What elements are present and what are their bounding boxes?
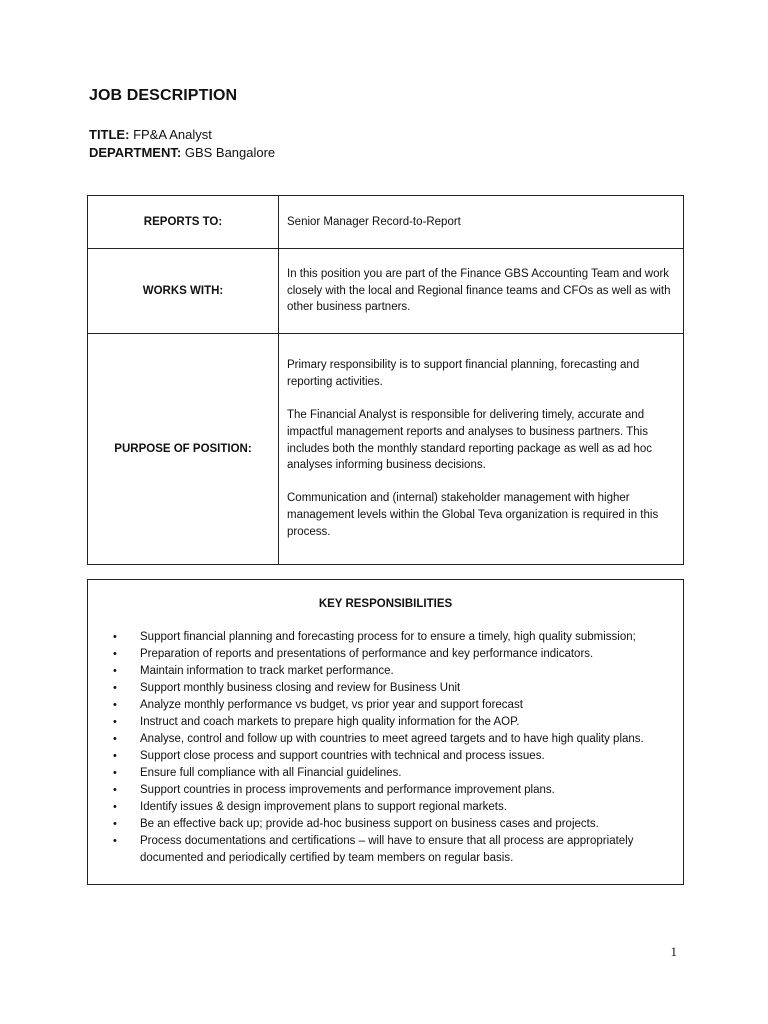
department-label: DEPARTMENT: xyxy=(89,145,182,160)
job-title-value: FP&A Analyst xyxy=(133,127,212,142)
department-value: GBS Bangalore xyxy=(184,145,276,160)
list-item-text: Analyse, control and follow up with countries to meet agreed targets and to have high quality plans. xyxy=(140,733,644,745)
bullet-icon: • xyxy=(113,818,117,830)
bullet-icon: • xyxy=(113,665,117,677)
list-item-text: Be an effective back up; provide ad-hoc business support on business cases and projects. xyxy=(140,818,599,830)
key-responsibilities-box xyxy=(87,579,684,885)
bullet-icon: • xyxy=(113,733,117,745)
list-item xyxy=(113,697,677,714)
list-item-text: Ensure full compliance with all Financial guidelines. xyxy=(140,767,402,779)
list-item-text: Support financial planning and forecasting process for to ensure a timely, high quality submission; xyxy=(140,631,636,643)
bullet-icon: • xyxy=(113,835,117,847)
table-row-works-with xyxy=(88,249,684,334)
document-title: JOB DESCRIPTION xyxy=(89,87,238,104)
list-item-text: Support close process and support countries with technical and process issues. xyxy=(140,750,545,762)
bullet-icon: • xyxy=(113,699,117,711)
bullet-icon: • xyxy=(113,631,117,643)
table-row-purpose xyxy=(88,334,684,565)
list-item xyxy=(113,782,677,799)
purpose-label: PURPOSE OF POSITION: xyxy=(88,334,279,565)
list-item xyxy=(113,833,677,867)
purpose-paragraph: Primary responsibility is to support financial planning, forecasting and reporting activities. xyxy=(287,359,640,389)
purpose-paragraph: The Financial Analyst is responsible for delivering timely, accurate and impactful management reports and analyses to business partners. This includes both the monthly standard reporting package as well as ad hoc analyses informing business decisions. xyxy=(287,409,653,472)
works-with-value: In this position you are part of the Finance GBS Accounting Team and work closely with the local and Regional finance teams and CFOs as well as with other business partners. xyxy=(279,249,684,334)
works-with-label: WORKS WITH: xyxy=(88,249,279,334)
list-item xyxy=(113,799,677,816)
bullet-icon: • xyxy=(113,750,117,762)
department-line xyxy=(89,145,275,160)
list-item xyxy=(113,765,677,782)
list-item-text: Maintain information to track market performance. xyxy=(140,665,394,677)
bullet-icon: • xyxy=(113,801,117,813)
key-responsibilities-heading: KEY RESPONSIBILITIES xyxy=(318,598,453,610)
job-title-label: TITLE: xyxy=(89,127,130,142)
list-item-text: Analyze monthly performance vs budget, vs prior year and support forecast xyxy=(140,699,523,711)
list-item-text: Support monthly business closing and review for Business Unit xyxy=(140,682,461,694)
list-item xyxy=(113,731,677,748)
list-item-text: Preparation of reports and presentations of performance and key performance indicators. xyxy=(140,648,594,660)
reports-to-value: Senior Manager Record-to-Report xyxy=(279,196,684,249)
list-item xyxy=(113,680,677,697)
bullet-icon: • xyxy=(113,648,117,660)
bullet-icon: • xyxy=(113,716,117,728)
list-item xyxy=(113,646,677,663)
list-item-text: Identify issues & design improvement plans to support regional markets. xyxy=(140,801,507,813)
list-item xyxy=(113,714,677,731)
list-item-text: Support countries in process improvements and performance improvement plans. xyxy=(140,784,555,796)
list-item-text: Instruct and coach markets to prepare high quality information for the AOP. xyxy=(140,716,520,728)
responsibilities-list xyxy=(113,629,677,867)
job-title-line xyxy=(89,127,212,142)
list-item xyxy=(113,816,677,833)
bullet-icon: • xyxy=(113,784,117,796)
table-row-reports-to xyxy=(88,196,684,249)
position-info-table xyxy=(87,195,684,565)
list-item xyxy=(113,629,677,646)
purpose-value xyxy=(279,334,684,565)
list-item xyxy=(113,663,677,680)
bullet-icon: • xyxy=(113,767,117,779)
list-item-text: Process documentations and certifications – will have to ensure that all process are appropriately documented and periodically certified by team members on regular basis. xyxy=(140,835,634,864)
purpose-paragraph: Communication and (internal) stakeholder management with higher management levels within the Global Teva organization is required in this process. xyxy=(287,492,659,538)
reports-to-label: REPORTS TO: xyxy=(88,196,279,249)
list-item xyxy=(113,748,677,765)
page-number: 1 xyxy=(670,944,677,959)
bullet-icon: • xyxy=(113,682,117,694)
